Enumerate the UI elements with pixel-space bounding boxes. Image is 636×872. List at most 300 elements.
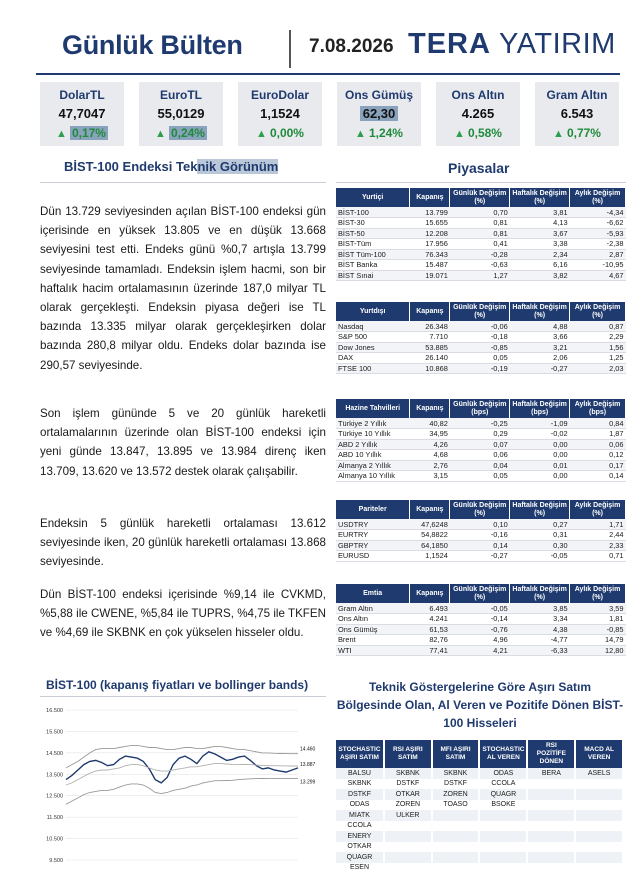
up-arrow-icon: ▲ bbox=[454, 128, 468, 140]
signals-header-cell: MACD AL VEREN bbox=[575, 740, 623, 768]
signals-cell: DSTKF bbox=[336, 789, 384, 800]
table-cell: -0,85 bbox=[450, 342, 510, 353]
table-row bbox=[336, 418, 626, 429]
table-cell: 3,66 bbox=[510, 332, 570, 343]
signals-cell: SKBNK bbox=[384, 768, 432, 779]
signals-header-cell: STOCHASTIC AL VEREN bbox=[479, 740, 527, 768]
y-tick-label: 14.500 bbox=[46, 750, 63, 757]
table-row bbox=[336, 429, 626, 440]
header-rule bbox=[36, 73, 620, 75]
table-row bbox=[336, 789, 623, 800]
table-header-cell: Pariteler bbox=[336, 500, 410, 519]
table-cell: GBPTRY bbox=[336, 540, 410, 551]
table-cell: 0,00 bbox=[510, 450, 570, 461]
ticker-change-value: 1,24% bbox=[368, 126, 403, 140]
table-cell: 12.208 bbox=[410, 228, 450, 239]
table-cell: 53.885 bbox=[410, 342, 450, 353]
lower-band-line bbox=[66, 778, 298, 804]
table-row bbox=[336, 207, 626, 218]
table-cell: -10,95 bbox=[570, 260, 626, 271]
table-cell: -0,27 bbox=[450, 551, 510, 562]
table-cell: 2,29 bbox=[570, 332, 626, 343]
table-cell: 4,88 bbox=[510, 321, 570, 332]
table-row bbox=[336, 353, 626, 364]
table-cell: -0,27 bbox=[510, 363, 570, 374]
table-cell: -0,16 bbox=[450, 530, 510, 541]
table-cell: -0,63 bbox=[450, 260, 510, 271]
table-cell: -0,14 bbox=[450, 614, 510, 625]
ticker-change bbox=[535, 126, 619, 140]
table-cell: -6,62 bbox=[570, 218, 626, 229]
signals-cell: ESEN bbox=[336, 863, 384, 872]
table-cell: 2,06 bbox=[510, 353, 570, 364]
ticker-strip bbox=[40, 82, 620, 148]
table-cell: 4,13 bbox=[510, 218, 570, 229]
signals-cell bbox=[575, 800, 623, 811]
table-cell: -0,28 bbox=[450, 249, 510, 260]
table-cell: Ons Altın bbox=[336, 614, 410, 625]
signals-cell bbox=[527, 842, 575, 853]
table-cell: 40,82 bbox=[410, 418, 450, 429]
table-cell: 1,71 bbox=[570, 519, 626, 530]
table-cell: 3,81 bbox=[510, 207, 570, 218]
technical-paragraph-2: Son işlem gününde 5 ve 20 günlük hareketli ortalamalarının üzerinde olan BİST-100 endeksi için yeni günde 13.847, 13.895 ve 13.984 direnç iken 13.709, 13.620 ve 13.572 destek olarak çalışabilir. bbox=[40, 407, 326, 478]
signals-cell bbox=[479, 821, 527, 832]
table-cell: 0,29 bbox=[450, 429, 510, 440]
table-cell: 19.071 bbox=[410, 270, 450, 281]
y-tick-label: 9.500 bbox=[49, 858, 63, 864]
table-row bbox=[336, 239, 626, 250]
signals-cell bbox=[479, 831, 527, 842]
table-cell: 61,53 bbox=[410, 624, 450, 635]
signals-cell bbox=[527, 821, 575, 832]
y-tick-label: 15.500 bbox=[46, 729, 63, 736]
table-row bbox=[336, 471, 626, 482]
ticker-value: 4.265 bbox=[461, 106, 495, 121]
table-cell: -0,76 bbox=[450, 624, 510, 635]
technical-paragraph-1: Dün 13.729 seviyesinden açılan BİST-100 endeksi gün içerisinde en yüksek 13.805 ve en düşük 13.668 seviyesini test etti. Endeks günü %0,7 artışla 13.799 seviyesinde tamamladı. Endeksin işlem hacmi, son bir haftalık hacim ortalamasının üzerinde 187,0 milyar TL olarak gerçekleşti. Endeksin piyasa değeri ise TL bazında 13.335 milyar olarak gerçekleşirken dolar bazında 280,8 milyar oldu. Endeks dolar bazında ise 290,57 seviyesinde. bbox=[40, 205, 326, 372]
signals-cell bbox=[527, 800, 575, 811]
table-cell: 0,14 bbox=[450, 540, 510, 551]
up-arrow-icon: ▲ bbox=[256, 128, 270, 140]
table-header-cell: Kapanış bbox=[410, 302, 450, 321]
signals-cell: ODAS bbox=[479, 768, 527, 779]
table-row bbox=[336, 540, 626, 551]
table-cell: 2,44 bbox=[570, 530, 626, 541]
table-cell: 0,87 bbox=[570, 321, 626, 332]
signals-cell bbox=[384, 852, 432, 863]
table-header-cell: Haftalık Değişim (%) bbox=[510, 584, 570, 603]
table-header-cell: Kapanış bbox=[410, 584, 450, 603]
table-row bbox=[336, 218, 626, 229]
bollinger-chart-title: BİST-100 (kapanış fiyatları ve bollinger bands) bbox=[46, 678, 309, 692]
table-cell: 13.799 bbox=[410, 207, 450, 218]
ticker-value: 55,0129 bbox=[157, 106, 205, 121]
table-cell: 17.956 bbox=[410, 239, 450, 250]
ticker-name: Gram Altın bbox=[546, 88, 608, 102]
commodities-table bbox=[336, 584, 626, 656]
table-header-cell: Kapanış bbox=[410, 188, 450, 207]
signals-cell bbox=[384, 821, 432, 832]
signals-cell bbox=[575, 821, 623, 832]
table-cell: 4,26 bbox=[410, 439, 450, 450]
table-cell: 0,04 bbox=[450, 460, 510, 471]
table-cell: BİST-50 bbox=[336, 228, 410, 239]
signals-cell: QUAGR bbox=[479, 789, 527, 800]
signals-cell bbox=[384, 831, 432, 842]
table-cell: 2,03 bbox=[570, 363, 626, 374]
table-row bbox=[336, 768, 623, 779]
table-cell: BİST-100 bbox=[336, 207, 410, 218]
table-cell: -2,38 bbox=[570, 239, 626, 250]
table-cell: 7.710 bbox=[410, 332, 450, 343]
table-cell: 34,95 bbox=[410, 429, 450, 440]
signals-cell bbox=[527, 852, 575, 863]
up-arrow-icon: ▲ bbox=[56, 128, 70, 140]
ticker-card bbox=[238, 82, 322, 146]
signals-cell: TOASO bbox=[432, 800, 480, 811]
table-cell: 0,01 bbox=[510, 460, 570, 471]
ticker-change-value: 0,24% bbox=[170, 126, 205, 140]
table-cell: 15.487 bbox=[410, 260, 450, 271]
ticker-change bbox=[436, 126, 520, 140]
end-value-label: 14.460 bbox=[300, 746, 316, 753]
table-header-cell: Emtia bbox=[336, 584, 410, 603]
signals-cell: CCOLA bbox=[336, 821, 384, 832]
y-tick-label: 12.500 bbox=[46, 793, 63, 800]
table-row bbox=[336, 635, 626, 646]
signals-header-cell: RSI POZİTİFE DÖNEN bbox=[527, 740, 575, 768]
signals-cell bbox=[575, 779, 623, 790]
signals-cell: ASELS bbox=[575, 768, 623, 779]
table-cell: 1,87 bbox=[570, 429, 626, 440]
table-cell: -0,18 bbox=[450, 332, 510, 343]
y-tick-label: 10.500 bbox=[46, 836, 63, 843]
table-cell: 26.348 bbox=[410, 321, 450, 332]
table-cell: 54,8822 bbox=[410, 530, 450, 541]
table-cell: -0,19 bbox=[450, 363, 510, 374]
technical-title-plain: BİST-100 Endeksi Tek bbox=[64, 159, 198, 174]
signals-cell: BSOKE bbox=[479, 800, 527, 811]
table-cell: 82,76 bbox=[410, 635, 450, 646]
table-cell: -0,25 bbox=[450, 418, 510, 429]
technical-section-title bbox=[64, 159, 278, 174]
signals-cell bbox=[527, 789, 575, 800]
table-cell: Dow Jones bbox=[336, 342, 410, 353]
table-cell: 10.868 bbox=[410, 363, 450, 374]
table-cell: 0,14 bbox=[570, 471, 626, 482]
table-row bbox=[336, 450, 626, 461]
table-row bbox=[336, 624, 626, 635]
table-cell: 0,06 bbox=[450, 450, 510, 461]
signals-cell: BERA bbox=[527, 768, 575, 779]
signals-cell bbox=[384, 842, 432, 853]
table-cell: EURTRY bbox=[336, 530, 410, 541]
ticker-name: Ons Gümüş bbox=[344, 88, 413, 102]
fx-table bbox=[336, 500, 626, 562]
ticker-name: EuroDolar bbox=[250, 88, 309, 102]
markets-underline bbox=[336, 182, 626, 183]
ticker-value: 62,30 bbox=[360, 106, 399, 121]
table-header-cell: Haftalık Değişim (%) bbox=[510, 302, 570, 321]
signals-cell bbox=[432, 863, 480, 872]
ticker-name: DolarTL bbox=[59, 88, 105, 102]
signals-header-cell: MFI AŞIRI SATIM bbox=[432, 740, 480, 768]
up-arrow-icon: ▲ bbox=[355, 128, 369, 140]
ticker-change bbox=[337, 126, 421, 140]
signals-cell bbox=[575, 863, 623, 872]
table-cell: 4.241 bbox=[410, 614, 450, 625]
table-row bbox=[336, 260, 626, 271]
table-cell: 3,15 bbox=[410, 471, 450, 482]
technical-paragraph-3: Endeksin 5 günlük hareketli ortalaması 13.612 seviyesinde iken, 20 günlük hareketli ortalaması 13.868 seviyesinde. bbox=[40, 517, 326, 569]
table-row bbox=[336, 228, 626, 239]
table-cell: Gram Altın bbox=[336, 603, 410, 614]
bulletin-date: 7.08.2026 bbox=[309, 36, 394, 57]
table-cell: 2,34 bbox=[510, 249, 570, 260]
signals-cell bbox=[575, 842, 623, 853]
table-header-cell: Haftalık Değişim (%) bbox=[510, 188, 570, 207]
table-row bbox=[336, 342, 626, 353]
table-cell: 4,96 bbox=[450, 635, 510, 646]
table-cell: Ons Gümüş bbox=[336, 624, 410, 635]
table-cell: 0,05 bbox=[450, 353, 510, 364]
table-row bbox=[336, 863, 623, 872]
signals-table bbox=[336, 740, 624, 872]
signals-cell bbox=[479, 810, 527, 821]
ticker-change-value: 0,17% bbox=[71, 126, 106, 140]
ticker-card bbox=[535, 82, 619, 146]
header-divider bbox=[289, 30, 291, 68]
table-cell: 0,30 bbox=[510, 540, 570, 551]
table-cell: 0,06 bbox=[570, 439, 626, 450]
table-cell: 76.343 bbox=[410, 249, 450, 260]
bollinger-chart-svg bbox=[36, 702, 326, 872]
table-cell: 3,21 bbox=[510, 342, 570, 353]
table-cell: 0,17 bbox=[570, 460, 626, 471]
table-row bbox=[336, 831, 623, 842]
table-cell: 0,31 bbox=[510, 530, 570, 541]
table-cell: 3,82 bbox=[510, 270, 570, 281]
table-cell: -4,77 bbox=[510, 635, 570, 646]
table-row bbox=[336, 460, 626, 471]
table-cell: -0,02 bbox=[510, 429, 570, 440]
table-cell: -0,06 bbox=[450, 321, 510, 332]
table-header-cell: Aylık Değişim (%) bbox=[570, 584, 626, 603]
signals-cell: ENERY bbox=[336, 831, 384, 842]
signals-cell bbox=[527, 810, 575, 821]
table-cell: WTI bbox=[336, 645, 410, 656]
table-cell: S&P 500 bbox=[336, 332, 410, 343]
table-cell: 0,81 bbox=[450, 218, 510, 229]
table-row bbox=[336, 614, 626, 625]
signals-cell: ZOREN bbox=[432, 789, 480, 800]
table-cell: Almanya 10 Yıllık bbox=[336, 471, 410, 482]
table-cell: ABD 2 Yıllık bbox=[336, 439, 410, 450]
table-cell: Nasdaq bbox=[336, 321, 410, 332]
table-cell: 0,27 bbox=[510, 519, 570, 530]
table-cell: 3,67 bbox=[510, 228, 570, 239]
signals-cell bbox=[432, 831, 480, 842]
signals-cell: ZOREN bbox=[384, 800, 432, 811]
table-cell: -6,33 bbox=[510, 645, 570, 656]
signals-cell bbox=[527, 863, 575, 872]
table-cell: EURUSD bbox=[336, 551, 410, 562]
table-row bbox=[336, 810, 623, 821]
signals-cell bbox=[575, 852, 623, 863]
table-row bbox=[336, 821, 623, 832]
international-table bbox=[336, 302, 626, 374]
signals-cell bbox=[479, 863, 527, 872]
signals-cell: CCOLA bbox=[479, 779, 527, 790]
table-cell: 47,6248 bbox=[410, 519, 450, 530]
y-tick-label: 13.500 bbox=[46, 772, 63, 779]
ticker-value: 6.543 bbox=[560, 106, 594, 121]
signals-cell: DSTKF bbox=[432, 779, 480, 790]
ticker-card bbox=[40, 82, 124, 146]
signals-header-cell: STOCHASTIC AŞIRI SATIM bbox=[336, 740, 384, 768]
table-cell: BİST Tüm-100 bbox=[336, 249, 410, 260]
up-arrow-icon: ▲ bbox=[155, 128, 169, 140]
ticker-card bbox=[139, 82, 223, 146]
table-cell: 0,70 bbox=[450, 207, 510, 218]
domestic-table bbox=[336, 188, 626, 281]
table-cell: 0,00 bbox=[510, 471, 570, 482]
markets-section-title: Piyasalar bbox=[448, 160, 510, 176]
up-arrow-icon: ▲ bbox=[553, 128, 567, 140]
table-cell: -5,93 bbox=[570, 228, 626, 239]
end-value-label: 13.299 bbox=[300, 779, 316, 786]
table-cell: 1,81 bbox=[570, 614, 626, 625]
table-cell: 1,27 bbox=[450, 270, 510, 281]
table-cell: 3,34 bbox=[510, 614, 570, 625]
table-row bbox=[336, 270, 626, 281]
table-cell: 2,76 bbox=[410, 460, 450, 471]
table-cell: 0,05 bbox=[450, 471, 510, 482]
logo-tera-text: TERA bbox=[408, 28, 491, 60]
hisse-table-title: Teknik Göstergelerine Göre Aşırı Satım Bölgesinde Olan, Al Veren ve Pozitife Dönen BİST-100 Hisseleri bbox=[336, 680, 624, 730]
signals-cell: SKBNK bbox=[336, 779, 384, 790]
table-row bbox=[336, 249, 626, 260]
signals-cell bbox=[527, 779, 575, 790]
signals-cell bbox=[527, 831, 575, 842]
table-cell: 14,79 bbox=[570, 635, 626, 646]
table-cell: Almanya 2 Yıllık bbox=[336, 460, 410, 471]
table-header-cell: Aylık Değişim (%) bbox=[570, 188, 626, 207]
table-row bbox=[336, 321, 626, 332]
table-header-cell: Günlük Değişim (bps) bbox=[450, 399, 510, 418]
table-cell: 77,41 bbox=[410, 645, 450, 656]
signals-cell: MIATK bbox=[336, 810, 384, 821]
signals-cell bbox=[432, 842, 480, 853]
ticker-change bbox=[139, 126, 223, 140]
table-cell: 6.493 bbox=[410, 603, 450, 614]
table-cell: 0,41 bbox=[450, 239, 510, 250]
table-header-cell: Günlük Değişim (%) bbox=[450, 584, 510, 603]
ticker-change-value: 0,77% bbox=[566, 126, 601, 140]
technical-paragraph-4: Dün BİST-100 endeksi içerisinde %9,14 ile CVKMD, %5,88 ile CWENE, %5,84 ile TUPRS, %4,75 ile TKFEN ve %4,69 ile SKBNK en çok yükselen hisseler oldu. bbox=[40, 588, 326, 640]
ticker-name: Ons Altın bbox=[451, 88, 505, 102]
signals-cell: ULKER bbox=[384, 810, 432, 821]
table-cell: 3,85 bbox=[510, 603, 570, 614]
table-cell: 3,59 bbox=[570, 603, 626, 614]
table-cell: 4,67 bbox=[570, 270, 626, 281]
table-cell: 0,07 bbox=[450, 439, 510, 450]
table-cell: 0,71 bbox=[570, 551, 626, 562]
bollinger-chart bbox=[36, 702, 326, 872]
table-cell: -0,05 bbox=[450, 603, 510, 614]
table-row bbox=[336, 363, 626, 374]
table-cell: BİST Sınai bbox=[336, 270, 410, 281]
table-cell: 15.655 bbox=[410, 218, 450, 229]
table-cell: 64,1850 bbox=[410, 540, 450, 551]
table-cell: 2,33 bbox=[570, 540, 626, 551]
header bbox=[0, 0, 636, 84]
table-row bbox=[336, 603, 626, 614]
signals-cell: QUAGR bbox=[336, 852, 384, 863]
signals-cell bbox=[575, 831, 623, 842]
y-tick-label: 16.500 bbox=[46, 708, 63, 714]
table-cell: BİST Banka bbox=[336, 260, 410, 271]
ticker-change bbox=[40, 126, 124, 140]
ticker-change-value: 0,00% bbox=[269, 126, 304, 140]
table-cell: 2,87 bbox=[570, 249, 626, 260]
table-row bbox=[336, 852, 623, 863]
table-cell: 4,68 bbox=[410, 450, 450, 461]
signals-cell bbox=[432, 821, 480, 832]
table-header-cell: Haftalık Değişim (%) bbox=[510, 500, 570, 519]
table-header-cell: Haftalık Değişim (bps) bbox=[510, 399, 570, 418]
table-cell: 26.140 bbox=[410, 353, 450, 364]
ticker-card bbox=[337, 82, 421, 146]
table-cell: Türkiye 2 Yıllık bbox=[336, 418, 410, 429]
table-header-cell: Günlük Değişim (%) bbox=[450, 500, 510, 519]
technical-underline bbox=[40, 182, 326, 183]
signals-header-cell: RSI AŞIRI SATIM bbox=[384, 740, 432, 768]
technical-title-highlight: nik Görünüm bbox=[197, 159, 279, 174]
ticker-value: 47,7047 bbox=[58, 106, 106, 121]
table-cell: BİST-30 bbox=[336, 218, 410, 229]
page-title: Günlük Bülten bbox=[62, 30, 243, 60]
table-cell: 0,81 bbox=[450, 228, 510, 239]
end-value-label: 13.887 bbox=[300, 761, 316, 768]
table-header-cell: Günlük Değişim (%) bbox=[450, 302, 510, 321]
table-cell: 0,10 bbox=[450, 519, 510, 530]
table-header-cell: Kapanış bbox=[410, 399, 450, 418]
ticker-value: 1,1524 bbox=[260, 106, 300, 121]
table-header-cell: Aylık Değişim (%) bbox=[570, 500, 626, 519]
table-header-cell: Kapanış bbox=[410, 500, 450, 519]
table-row bbox=[336, 645, 626, 656]
table-row bbox=[336, 800, 623, 811]
bollinger-underline bbox=[40, 696, 326, 697]
signals-cell bbox=[479, 842, 527, 853]
signals-cell: ODAS bbox=[336, 800, 384, 811]
table-cell: -0,85 bbox=[570, 624, 626, 635]
signals-cell: DSTKF bbox=[384, 779, 432, 790]
signals-cell bbox=[575, 810, 623, 821]
signals-cell bbox=[479, 852, 527, 863]
table-row bbox=[336, 332, 626, 343]
table-row bbox=[336, 530, 626, 541]
table-row bbox=[336, 439, 626, 450]
table-header-cell: Aylık Değişim (bps) bbox=[570, 399, 626, 418]
table-cell: Brent bbox=[336, 635, 410, 646]
ticker-change bbox=[238, 126, 322, 140]
ticker-change-value: 0,58% bbox=[467, 126, 502, 140]
table-header-cell: Yurtdışı bbox=[336, 302, 410, 321]
table-row bbox=[336, 779, 623, 790]
